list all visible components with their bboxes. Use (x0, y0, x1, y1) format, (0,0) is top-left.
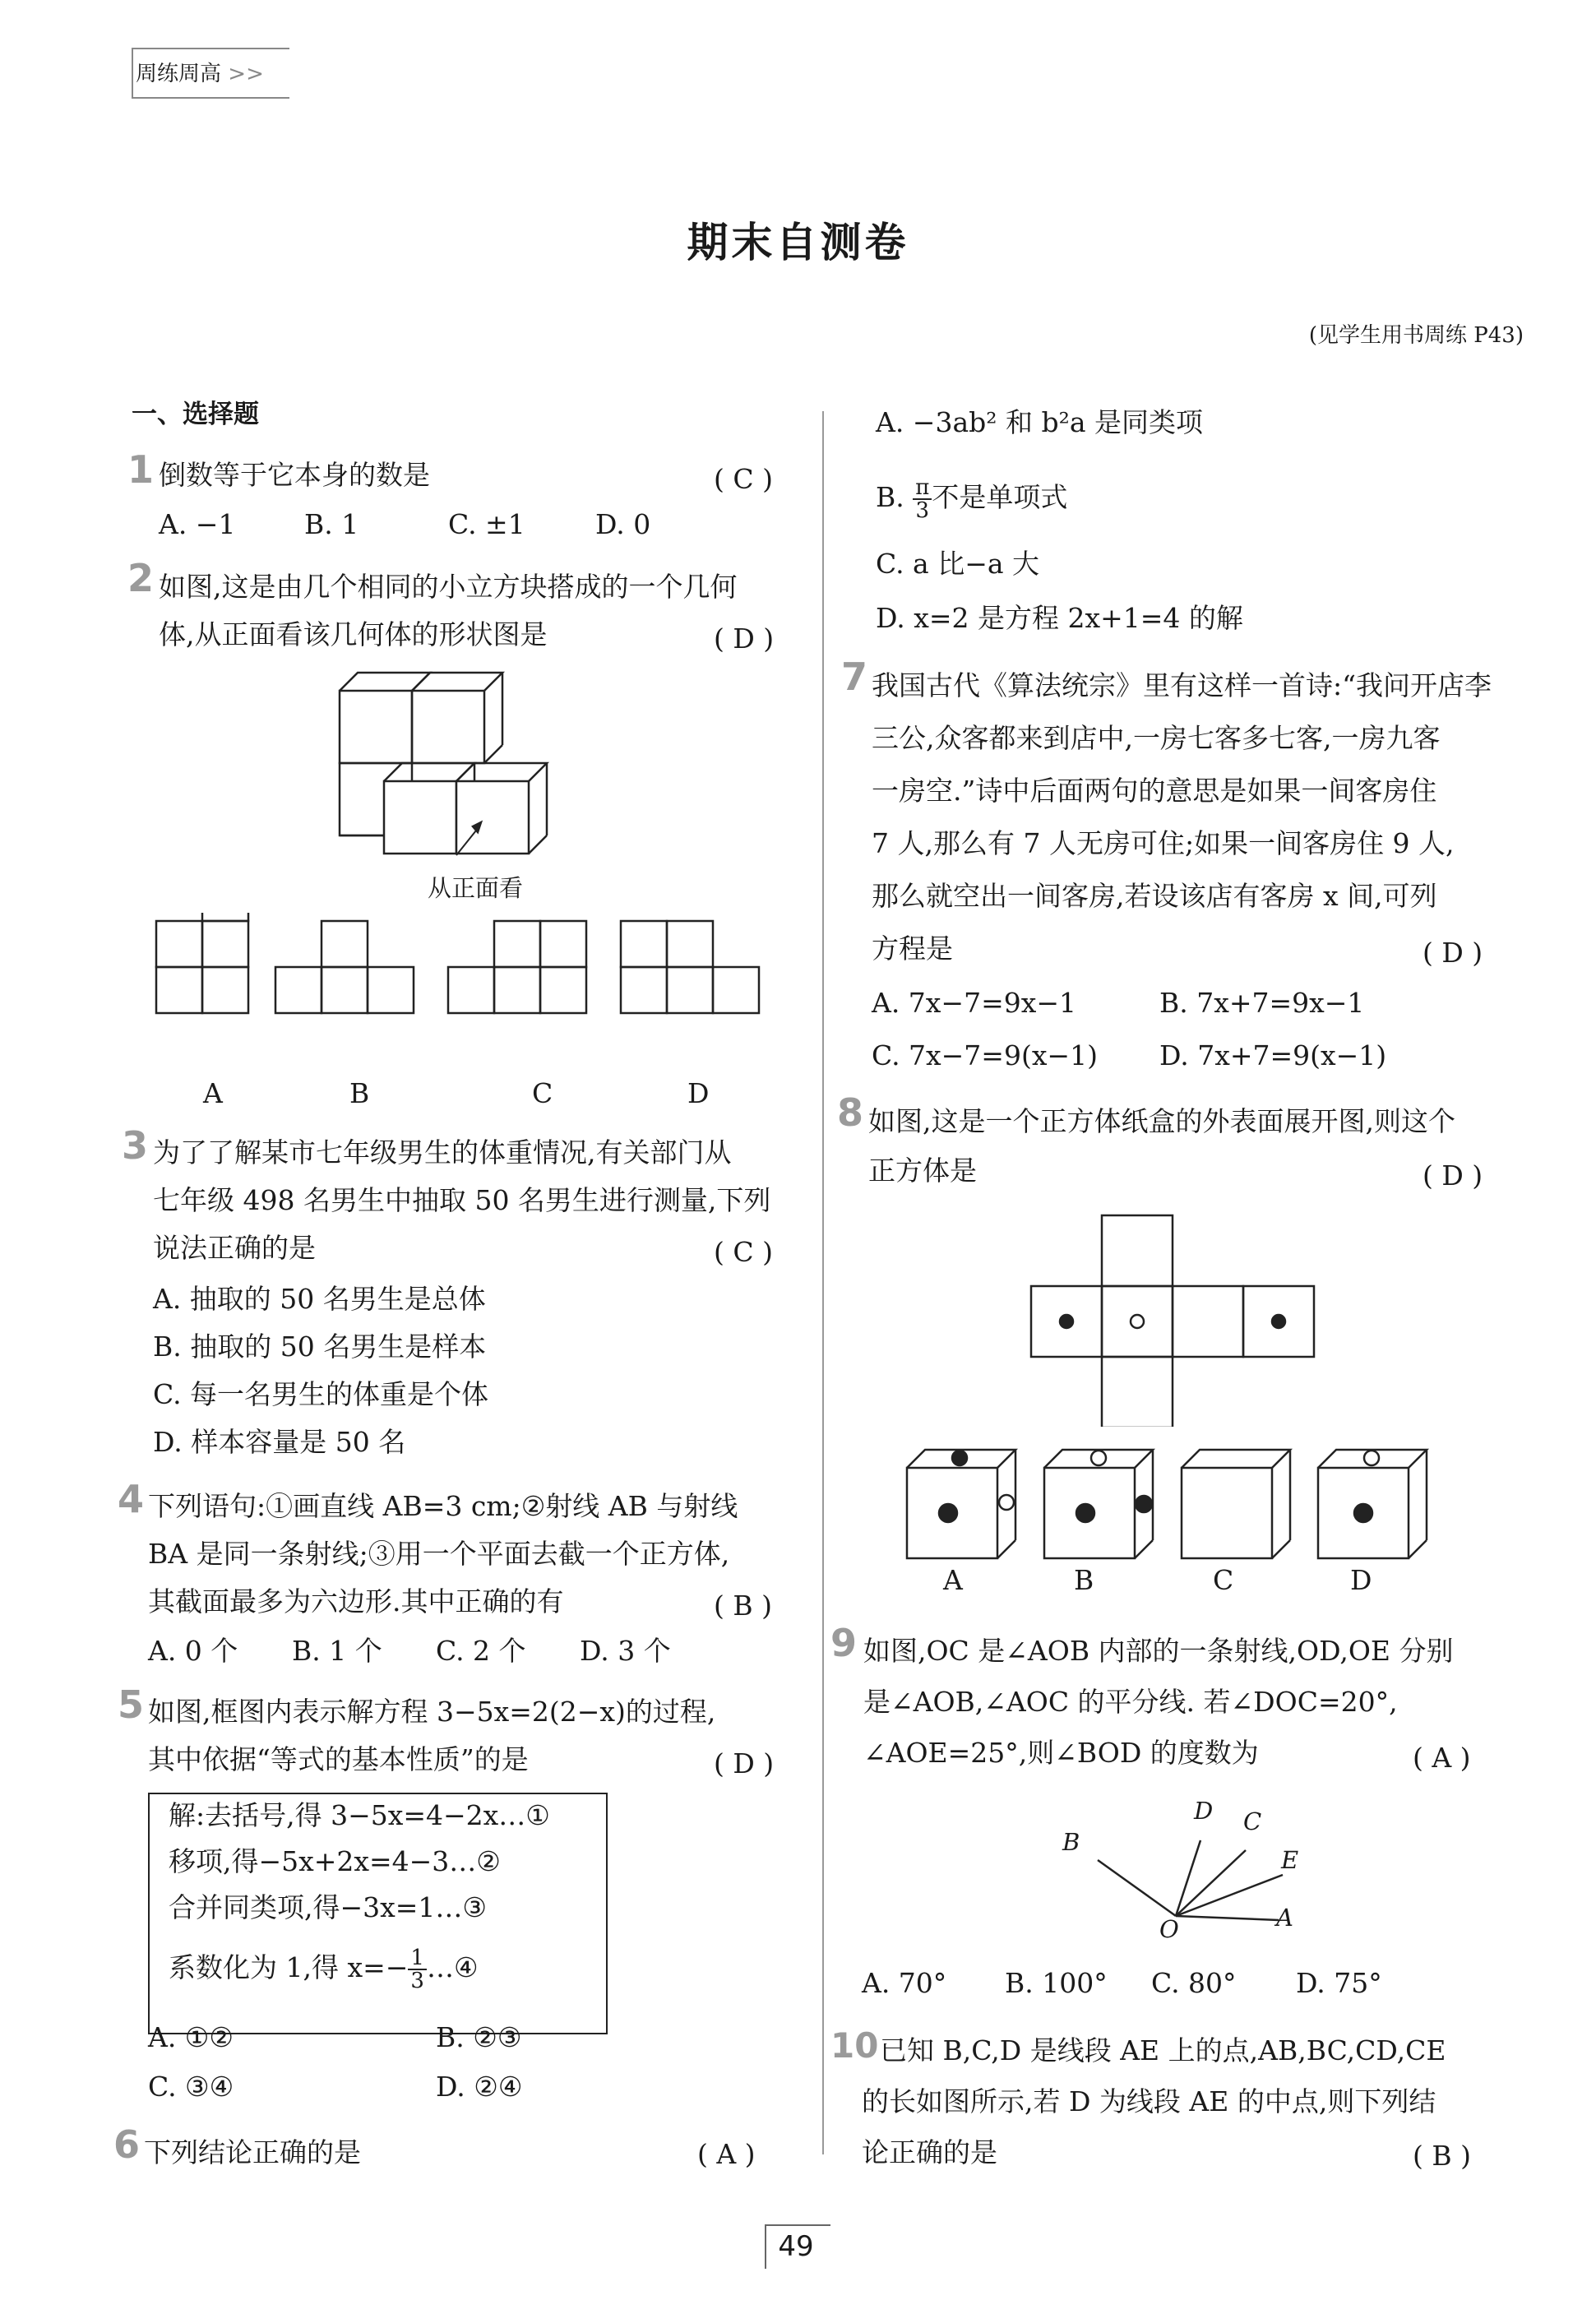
q7-line4: 7 人,那么有 7 人无房可住;如果一间客房住 9 人, (872, 827, 1455, 859)
q3-line2: 七年级 498 名男生中抽取 50 名男生进行测量,下列 (153, 1184, 771, 1216)
q1-option-a: A. −1 (159, 508, 236, 540)
q2-options-figure (152, 913, 769, 1065)
q10-line1: 已知 B,C,D 是线段 AE 上的点,AB,BC,CD,CE (880, 2034, 1446, 2066)
q7-line2: 三公,众客都来到店中,一房七客多七客,一房九客 (872, 722, 1441, 754)
q8-label-b: B (1074, 1564, 1094, 1596)
q8-label-a: A (943, 1564, 963, 1596)
q6-option-c: C. a 比−a 大 (876, 548, 1040, 580)
q9-point-d: D (1194, 1797, 1214, 1825)
q9-point-e: E (1281, 1846, 1299, 1874)
page-title: 期末自测卷 (687, 218, 909, 266)
q5-line1: 如图,框图内表示解方程 3−5x=2(2−x)的过程, (148, 1696, 716, 1728)
q7-option-d: D. 7x+7=9(x−1) (1159, 1039, 1387, 1071)
q2-label-c: C (532, 1077, 553, 1109)
header-tag-text: 周练周高 (136, 62, 222, 86)
q6-answer: ( A ) (697, 2138, 756, 2170)
q8-answer: ( D ) (1423, 1159, 1483, 1192)
q8-line2: 正方体是 (868, 1155, 977, 1187)
q4-option-d: D. 3 个 (580, 1635, 671, 1667)
q9-line3: ∠AOE=25°,则∠BOD 的度数为 (863, 1737, 1259, 1769)
q1-option-c: C. ±1 (448, 508, 525, 540)
q8-line1: 如图,这是一个正方体纸盒的外表面展开图,则这个 (868, 1105, 1455, 1137)
q3-option-c: C. 每一名男生的体重是个体 (153, 1378, 489, 1410)
q9-point-o: O (1159, 1915, 1179, 1943)
q5-step4-tail: …④ (426, 1951, 479, 1983)
q8-number: 8 (837, 1090, 864, 1135)
book-reference: (见学生用书周练 P43) (1308, 323, 1524, 348)
q5-frac-num: 1 (408, 1947, 427, 1970)
q2-label-d: D (687, 1077, 710, 1109)
q5-option-c: C. ③④ (148, 2071, 234, 2103)
q5-step3: 合并同类项,得−3x=1…③ (169, 1891, 487, 1923)
q6-option-d: D. x=2 是方程 2x+1=4 的解 (876, 602, 1243, 634)
q7-option-b: B. 7x+7=9x−1 (1159, 987, 1365, 1019)
q3-option-a: A. 抽取的 50 名男生是总体 (153, 1283, 486, 1315)
q2-number: 2 (127, 556, 155, 600)
q10-answer: ( B ) (1413, 2140, 1471, 2172)
q7-line1: 我国古代《算法统宗》里有这样一首诗:“我问开店李 (872, 669, 1492, 701)
q6-option-b-label: B. (876, 481, 904, 513)
q5-option-a: A. ①② (148, 2021, 234, 2053)
q1-text: 倒数等于它本身的数是 (159, 459, 430, 491)
q9-point-c: C (1243, 1807, 1262, 1835)
q5-frac-den: 3 (410, 1969, 424, 1993)
q5-option-b: B. ②③ (436, 2021, 522, 2053)
q9-point-a: A (1276, 1904, 1293, 1932)
q10-line2: 的长如图所示,若 D 为线段 AE 的中点,则下列结 (862, 2085, 1436, 2117)
q7-answer: ( D ) (1423, 937, 1483, 969)
q10-line3: 论正确的是 (862, 2136, 997, 2168)
q8-label-c: C (1213, 1564, 1234, 1596)
q4-answer: ( B ) (714, 1590, 772, 1622)
header-tag (136, 58, 264, 90)
q5-step1: 解:去括号,得 3−5x=4−2x…① (169, 1799, 550, 1831)
header-arrow: >> (228, 62, 264, 86)
q9-line2: 是∠AOB,∠AOC 的平分线. 若∠DOC=20°, (863, 1686, 1398, 1718)
q3-line1: 为了了解某市七年级男生的体重情况,有关部门从 (153, 1136, 732, 1169)
q9-answer: ( A ) (1413, 1742, 1471, 1774)
q3-number: 3 (122, 1123, 149, 1168)
q5-step4-text: 系数化为 1,得 x=− (169, 1951, 409, 1983)
q2-label-a: A (203, 1077, 223, 1109)
q5-step4 (169, 1947, 479, 1992)
q2-label-b: B (349, 1077, 370, 1109)
q6-number: 6 (113, 2122, 141, 2167)
q7-line3: 一房空.”诗中后面两句的意思是如果一间客房住 (872, 775, 1437, 807)
q5-line2: 其中依据“等式的基本性质”的是 (148, 1743, 529, 1775)
q9-option-d: D. 75° (1296, 1967, 1382, 1999)
q6-option-b-text: 不是单项式 (932, 481, 1068, 513)
q4-option-a: A. 0 个 (148, 1635, 238, 1667)
q9-line1: 如图,OC 是∠AOB 内部的一条射线,OD,OE 分别 (863, 1635, 1454, 1667)
section-heading: 一、选择题 (132, 400, 259, 429)
q4-option-b: B. 1 个 (292, 1635, 382, 1667)
page-number: 49 (778, 2230, 814, 2263)
q3-option-d: D. 样本容量是 50 名 (153, 1426, 406, 1458)
q9-option-a: A. 70° (862, 1967, 947, 1999)
q9-option-b: B. 100° (1005, 1967, 1108, 1999)
q5-number: 5 (118, 1682, 145, 1727)
q7-option-c: C. 7x−7=9(x−1) (872, 1039, 1098, 1071)
q3-option-b: B. 抽取的 50 名男生是样本 (153, 1330, 487, 1363)
q7-number: 7 (841, 655, 868, 699)
q3-line3: 说法正确的是 (153, 1232, 316, 1264)
q1-option-b: B. 1 (304, 508, 359, 540)
q6-option-a: A. −3ab² 和 b²a 是同类项 (876, 406, 1203, 438)
q1-answer: ( C ) (714, 463, 773, 495)
q8-cube-options (900, 1443, 1476, 1566)
q9-option-c: C. 80° (1151, 1967, 1237, 1999)
q2-solid-figure (333, 658, 604, 863)
q10-number: 10 (830, 2025, 879, 2066)
column-divider (822, 411, 824, 2154)
q8-label-d: D (1350, 1564, 1372, 1596)
q6-option-b-fraction (913, 477, 932, 521)
q6-option-b-den: 3 (915, 498, 930, 523)
q4-number: 4 (118, 1477, 145, 1521)
q6-option-b-num: π (913, 477, 932, 500)
q2-caption: 从正面看 (428, 874, 524, 902)
q5-option-d: D. ②④ (436, 2071, 523, 2103)
q4-line3: 其截面最多为六边形.其中正确的有 (148, 1585, 564, 1617)
q5-fraction (408, 1947, 427, 1992)
q1-number: 1 (127, 447, 155, 492)
q2-line2: 体,从正面看该几何体的形状图是 (159, 618, 548, 650)
q4-line1: 下列语句:①画直线 AB=3 cm;②射线 AB 与射线 (148, 1490, 738, 1522)
q2-answer: ( D ) (714, 622, 775, 655)
q6-text: 下列结论正确的是 (144, 2136, 361, 2168)
q2-line1: 如图,这是由几个相同的小立方块搭成的一个几何 (159, 571, 738, 603)
q4-line2: BA 是同一条射线;③用一个平面去截一个正方体, (148, 1538, 730, 1570)
q9-point-b: B (1062, 1828, 1080, 1856)
q1-option-d: D. 0 (595, 508, 651, 540)
q9-number: 9 (830, 1621, 858, 1665)
q4-option-c: C. 2 个 (436, 1635, 526, 1667)
q7-option-a: A. 7x−7=9x−1 (872, 987, 1076, 1019)
q7-line6: 方程是 (872, 932, 953, 965)
q3-answer: ( C ) (714, 1236, 773, 1268)
q5-step2: 移项,得−5x+2x=4−3…② (169, 1845, 501, 1877)
q5-answer: ( D ) (714, 1747, 775, 1779)
q7-line5: 那么就空出一间客房,若设该店有客房 x 间,可列 (872, 880, 1437, 912)
q8-cube-net (1028, 1213, 1316, 1427)
q6-option-b (876, 477, 1067, 521)
